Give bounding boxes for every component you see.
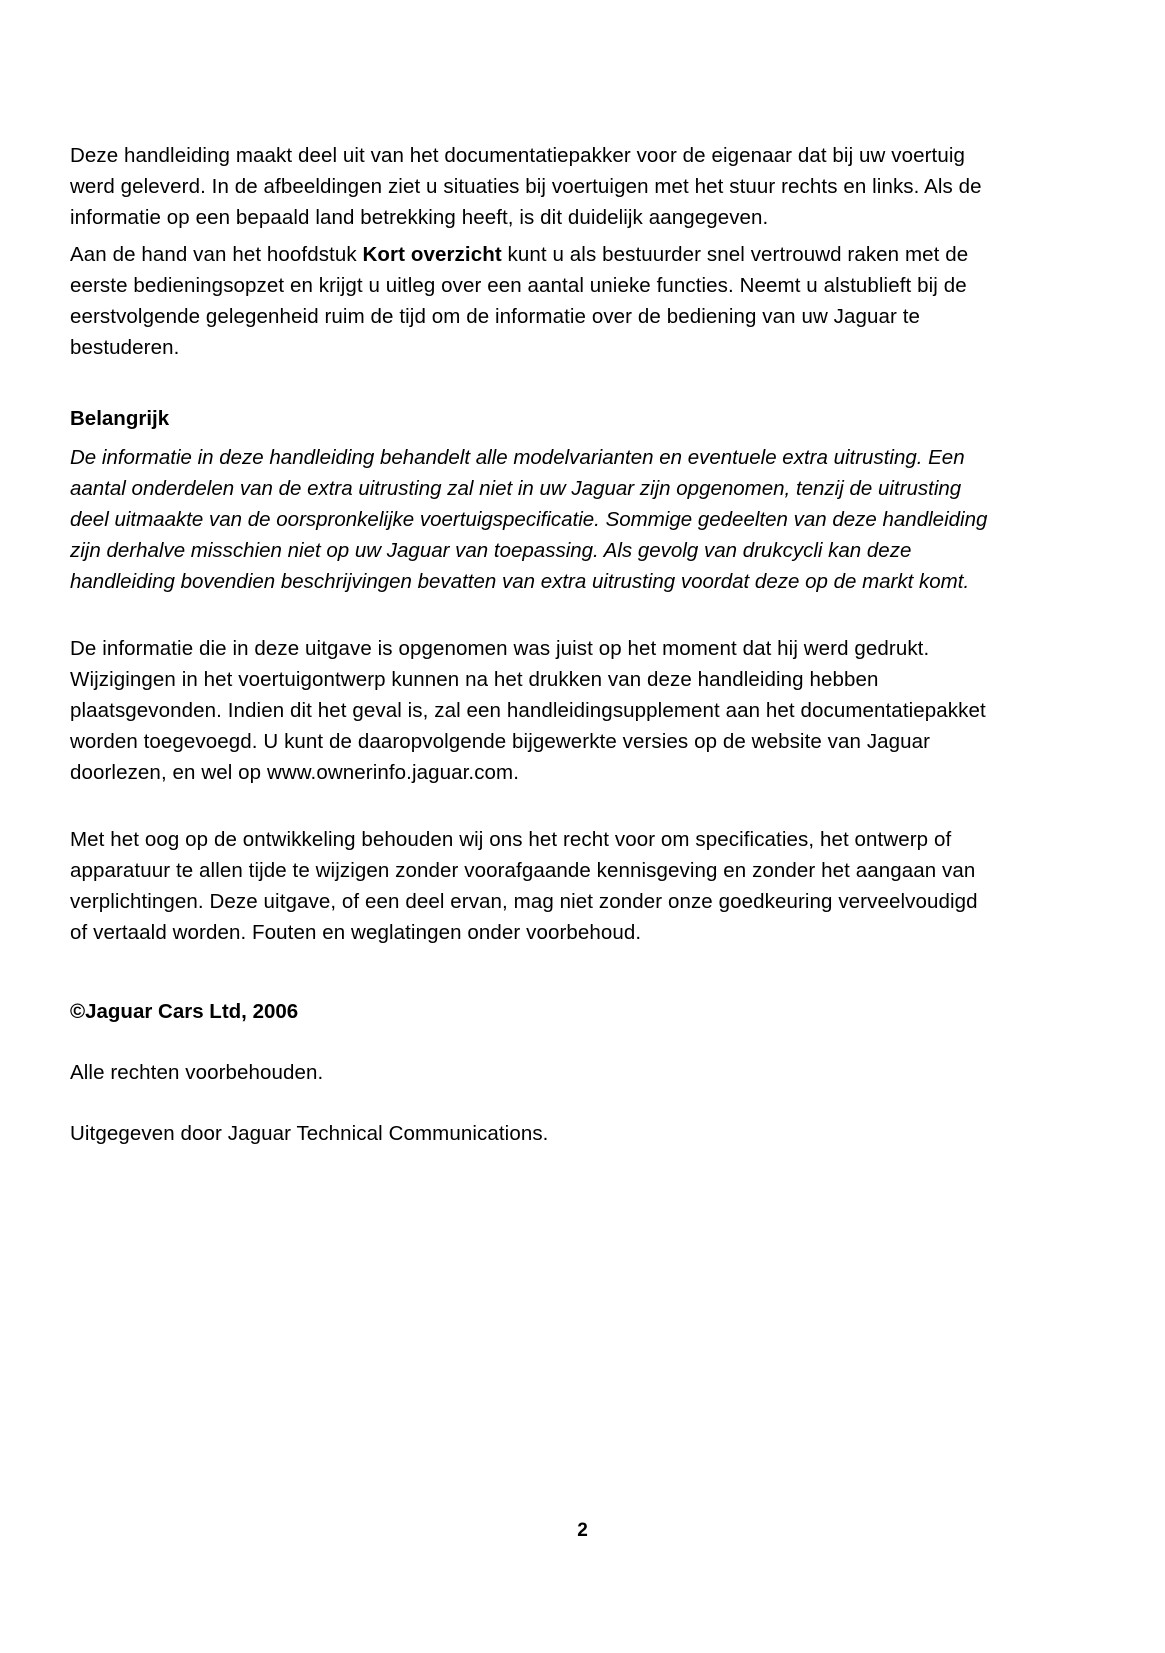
overview-text-before: Aan de hand van het hoofdstuk xyxy=(70,243,363,266)
rights-paragraph: Met het oog op de ontwikkeling behouden wij ons het recht voor om specificaties, het ontwerp of apparatuur te allen tijde te wijzigen zonder voorafgaande kennisgeving en zonder het aangaan van verplichtingen. Deze uitgave, of een deel ervan, mag niet zonder onze goedkeuring verveelvoudigd of vertaald worden. Fouten en weglatingen onder voorbehoud. xyxy=(70,828,978,944)
important-notice-text: De informatie in deze handleiding behandelt alle modelvarianten en eventuele extra uitrusting. Een aantal onderdelen van de extra uitrusting zal niet in uw Jaguar zijn opgenomen, tenzij de uitrusting deel uitmaakte van de oorspronkelijke voertuigspecificatie. Sommige gedeelten van deze handleiding zijn derhalve misschien niet op uw Jaguar van toepassing. Als gevolg van drukcycli kan deze handleiding bovendien beschrijvingen bevatten van extra uitrusting voordat deze op de markt komt. xyxy=(70,446,988,593)
overview-text-after: kunt u als bestuurder snel vertrouwd raken met de eerste bedieningsopzet en krijgt u uitleg over een aantal unieke functies. Neemt u alstublieft bij de eerstvolgende gelegenheid ruim de tijd om de informatie over de bediening van uw Jaguar te bestuderen. xyxy=(70,243,969,359)
overview-bold-term: Kort overzicht xyxy=(362,243,502,266)
intro-paragraph: Deze handleiding maakt deel uit van het documentatiepakker voor de eigenaar dat bij uw voertuig werd geleverd. In de afbeeldingen ziet u situaties bij voertuigen met het stuur rechts en links. Als de informatie op een bepaald land betrekking heeft, is dit duidelijk aangegeven. xyxy=(70,144,982,229)
page-content xyxy=(70,140,995,1155)
important-heading: Belangrijk xyxy=(70,407,170,430)
accuracy-paragraph: De informatie die in deze uitgave is opgenomen was juist op het moment dat hij werd gedrukt. Wijzigingen in het voertuigontwerp kunnen na het drukken van deze handleiding hebben plaatsgevonden. Indien dit het geval is, zal een handleidingsupplement aan het documentatiepakket worden toegevoegd. U kunt de daaropvolgende bijgewerkte versies op de website van Jaguar doorlezen, en wel op www.ownerinfo.jaguar.com. xyxy=(70,637,986,784)
overview-paragraph xyxy=(70,239,995,363)
copyright-line: ©Jaguar Cars Ltd, 2006 xyxy=(70,1000,299,1023)
published-by-line: Uitgegeven door Jaguar Technical Communications. xyxy=(70,1122,549,1145)
page-number: 2 xyxy=(577,1520,588,1541)
rights-reserved-line: Alle rechten voorbehouden. xyxy=(70,1061,324,1084)
